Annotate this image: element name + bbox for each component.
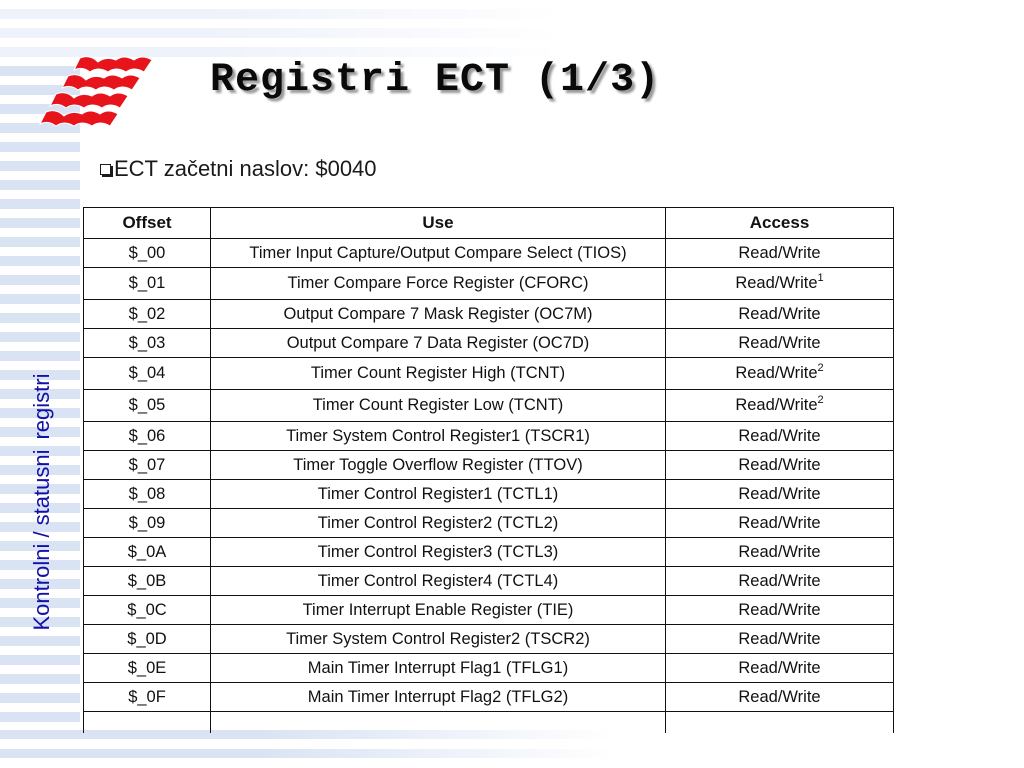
subtitle [100,156,377,182]
cell-access [666,596,894,625]
cell-use [211,358,666,390]
cell-use-text: Output Compare 7 Data Register (OC7D) [286,333,590,352]
table-row [84,239,894,268]
table-row [84,329,894,358]
cell-access-text: Read/Write [738,243,821,262]
table-row [84,358,894,390]
cell-use [211,480,666,509]
cell-offset-text: $_00 [128,243,166,262]
table-row [84,268,894,300]
cell-offset-text: $_0B [127,571,167,590]
cell-offset-text: $_02 [128,304,166,323]
cell-cutoff [211,712,666,734]
cell-use-text: Timer Control Register1 (TCTL1) [317,484,559,503]
cell-use-text: Main Timer Interrupt Flag1 (TFLG1) [307,658,569,677]
cell-offset [84,683,211,712]
cell-use [211,596,666,625]
cell-access-text: Read/Write [738,629,821,648]
cell-access-text: Read/Write [738,455,821,474]
cell-offset-text: $_0F [128,687,166,706]
cell-offset-text: $_01 [128,274,166,292]
cell-use [211,538,666,567]
cell-access [666,268,894,300]
cell-use-text: Output Compare 7 Mask Register (OC7M) [283,304,593,323]
cell-offset [84,300,211,329]
footnote-marker: 1 [817,272,824,284]
table-row [84,451,894,480]
cell-access [666,451,894,480]
cell-use-text: Timer System Control Register2 (TSCR2) [286,629,590,648]
header-use: Use [211,208,666,239]
cell-offset [84,239,211,268]
cell-use-text: Timer Count Register Low (TCNT) [312,396,564,414]
cell-access [666,390,894,422]
cell-use-text: Timer Control Register2 (TCTL2) [317,513,559,532]
table-row [84,625,894,654]
cell-access [666,422,894,451]
table-row [84,538,894,567]
cell-access-text: Read/Write [735,364,818,382]
cell-offset [84,390,211,422]
cell-offset-text: $_03 [128,333,166,352]
cell-use-text: Main Timer Interrupt Flag2 (TFLG2) [307,687,569,706]
cell-cutoff [84,712,211,734]
table-row [84,390,894,422]
cell-access [666,480,894,509]
slide-title: Registri ECT (1/3) [210,58,661,103]
cell-use [211,329,666,358]
cell-offset-text: $_08 [128,484,166,503]
cell-access [666,538,894,567]
cell-offset [84,567,211,596]
cell-use [211,422,666,451]
cell-offset-text: $_0C [127,600,167,619]
cell-access-text: Read/Write [738,600,821,619]
register-table-container [83,207,895,733]
cell-access [666,625,894,654]
cell-offset [84,538,211,567]
cell-access-text: Read/Write [735,274,818,292]
cell-offset [84,451,211,480]
header-access: Access [666,208,894,239]
bottom-stripe-band [0,730,1024,768]
table-row [84,480,894,509]
cell-use-text: Timer Control Register4 (TCTL4) [317,571,559,590]
cell-use [211,451,666,480]
cell-access-text: Read/Write [738,513,821,532]
table-row [84,422,894,451]
cell-use [211,509,666,538]
cell-access [666,683,894,712]
table-row [84,596,894,625]
checkbox-bullet-icon [100,164,111,175]
table-row [84,300,894,329]
cell-access-text: Read/Write [738,304,821,323]
cell-access [666,300,894,329]
cell-access-text: Read/Write [738,658,821,677]
cell-use-text: Timer Control Register3 (TCTL3) [317,542,559,561]
cell-access [666,329,894,358]
cell-offset-text: $_0A [127,542,167,561]
logo [38,52,162,144]
table-row [84,567,894,596]
cell-use-text: Timer Input Capture/Output Compare Select (TIOS) [249,243,627,262]
cell-access [666,239,894,268]
cell-access-text: Read/Write [738,571,821,590]
cell-offset-text: $_09 [128,513,166,532]
cell-use [211,300,666,329]
footnote-marker: 2 [817,394,824,406]
table-row [84,509,894,538]
cell-offset-text: $_05 [128,396,166,414]
table-row [84,654,894,683]
cell-offset-text: $_06 [128,426,166,445]
side-label-right: registri [29,373,54,440]
cell-access [666,567,894,596]
cell-access-text: Read/Write [738,542,821,561]
cell-offset [84,268,211,300]
top-stripe-band [0,0,1024,60]
cell-access-text: Read/Write [738,687,821,706]
cell-offset [84,509,211,538]
cell-offset [84,358,211,390]
cell-offset [84,625,211,654]
cell-use [211,390,666,422]
cell-access [666,358,894,390]
cell-use-text: Timer System Control Register1 (TSCR1) [286,426,590,445]
footnote-marker: 2 [817,362,824,374]
side-label [29,374,55,631]
cell-use [211,567,666,596]
cell-offset-text: $_0E [127,658,167,677]
cell-use-text: Timer Count Register High (TCNT) [310,364,566,382]
cell-use [211,625,666,654]
cell-access [666,654,894,683]
cell-use [211,683,666,712]
register-table [83,207,894,733]
side-label-left: Kontrolni / statusni [29,449,54,631]
cell-use-text: Timer Toggle Overflow Register (TTOV) [293,455,583,474]
table-row [84,683,894,712]
cell-cutoff [666,712,894,734]
cell-offset [84,654,211,683]
cell-offset [84,480,211,509]
cell-use-text: Timer Interrupt Enable Register (TIE) [302,600,574,619]
cell-access-text: Read/Write [735,396,818,414]
cell-access-text: Read/Write [738,484,821,503]
header-offset: Offset [84,208,211,239]
cell-use [211,268,666,300]
table-header-row [84,208,894,239]
cell-offset-text: $_07 [128,455,166,474]
subtitle-text: ECT začetni naslov: $0040 [114,156,377,181]
cell-access-text: Read/Write [738,333,821,352]
cell-use [211,654,666,683]
cell-access [666,509,894,538]
cell-offset [84,329,211,358]
table-row-cutoff [84,712,894,734]
cell-offset-text: $_04 [128,364,166,382]
cell-offset-text: $_0D [127,629,167,648]
cell-use [211,239,666,268]
cell-offset [84,422,211,451]
cell-use-text: Timer Compare Force Register (CFORC) [287,274,589,292]
cell-offset [84,596,211,625]
cell-access-text: Read/Write [738,426,821,445]
